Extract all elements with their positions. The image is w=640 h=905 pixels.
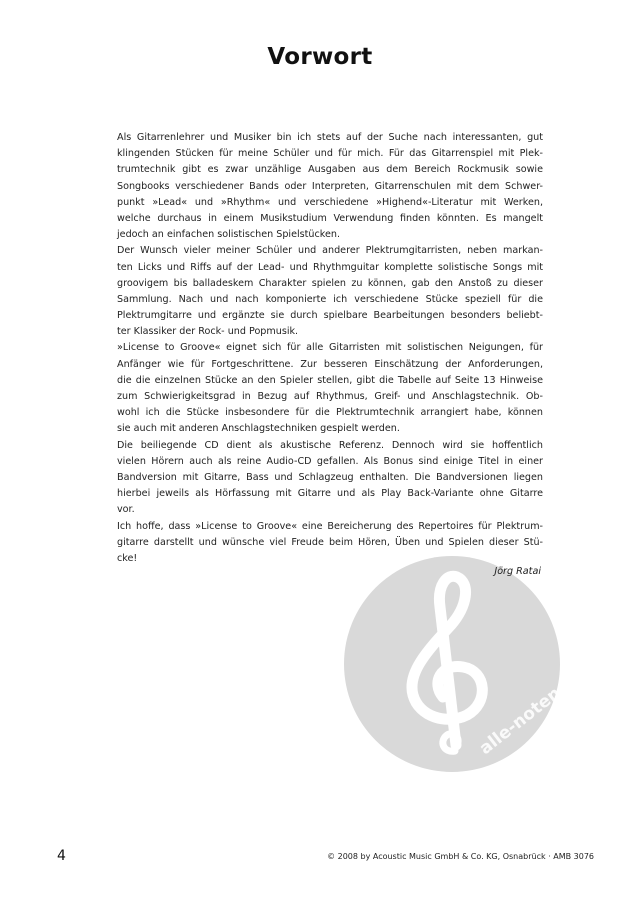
text-line: groovigem bis balladeskem Charakter spielen zu können, gab den Anstoß zu dieser: [117, 277, 543, 289]
text-line: Anfänger wie für Fortgeschrittene. Zur besseren Einschätzung der Anforderungen,: [117, 358, 543, 370]
treble-clef-watermark: [343, 555, 589, 773]
text-line: Sammlung. Nach und nach komponierte ich verschiedene Stücke speziell für die: [117, 293, 543, 305]
text-line: die die einzelnen Stücke an den Spieler stellen, gibt die Tabelle auf Seite 13 Hinweise: [117, 374, 543, 386]
text-line: Die beiliegende CD dient als akustische Referenz. Dennoch wird sie hoffentlich: [117, 439, 543, 451]
text-line: vor.: [117, 504, 135, 516]
text-line: zum Schwierigkeitsgrad in Bezug auf Rhythmus, Greif- und Anschlagstechnik. Ob-: [117, 391, 543, 402]
text-line: Als Gitarrenlehrer und Musiker bin ich stets auf der Suche nach interessanten, gut: [117, 132, 543, 143]
text-line: klingenden Stücken für meine Schüler und für mich. Für das Gitarrenspiel mit Plek-: [117, 148, 543, 160]
copyright-notice: © 2008 by Acoustic Music GmbH & Co. KG, Osnabrück · AMB 3076: [327, 852, 594, 861]
text-line: punkt »Lead« und »Rhythm« und verschiedene »Highend«-Literatur mit Werken,: [117, 196, 543, 208]
text-line: Bandversion mit Gitarre, Bass und Schlagzeug enthalten. Die Bandversionen liegen: [117, 471, 543, 483]
text-line: trumtechnik gibt es zwar unzählige Ausgaben aus dem Bereich Rockmusik sowie: [117, 164, 543, 176]
text-line: Songbooks verschiedener Bands oder Interpreten, Gitarrenschulen mit dem Schwer-: [117, 180, 543, 192]
text-line: cke!: [117, 552, 138, 564]
page-number: 4: [57, 848, 66, 864]
text-line: ten Licks und Riffs auf der Lead- und Rhythmguitar komplette solistische Songs mit: [117, 261, 543, 273]
text-line: ter Klassiker der Rock- und Popmusik.: [117, 326, 299, 338]
text-line: Ich hoffe, dass »License to Groove« eine Bereicherung des Repertoires für Plektrum-: [117, 520, 543, 532]
text-line: gitarre darstellt und wünsche viel Freude beim Hören, Üben und Spielen dieser Stü-: [117, 536, 543, 548]
text-line: wohl ich die Stücke insbesondere für die Plektrumtechnik arrangiert habe, können: [117, 407, 543, 419]
text-line: hierbei jeweils als Hörfassung mit Gitarre und als Play Back-Variante ohne Gitarre: [117, 488, 543, 500]
text-line: sie auch mit anderen Anschlagstechniken gespielt werden.: [117, 423, 400, 435]
watermark-text: alle-noten.de: [475, 664, 589, 759]
text-line: welche durchaus in einem Musikstudium Verwendung finden könnten. Es mangelt: [117, 212, 543, 224]
author-signature: Jörg Ratai: [494, 566, 541, 577]
text-line: jedoch an einfachen solistischen Spielstücken.: [117, 229, 341, 241]
text-line: vielen Hörern auch als reine Audio-CD gefallen. Als Bonus sind einige Titel in einer: [117, 455, 543, 467]
text-line: Der Wunsch vieler meiner Schüler und anderer Plektrumgitarristen, neben markan-: [117, 245, 543, 257]
page-title: Vorwort: [267, 44, 373, 70]
foreword-text: [117, 130, 543, 567]
text-line: Plektrumgitarre und ergänzte sie durch spielbare Bearbeitungen besonders beliebt-: [117, 310, 543, 322]
text-line: »License to Groove« eignet sich für alle Gitarristen mit solistischen Neigungen, für: [117, 342, 543, 354]
